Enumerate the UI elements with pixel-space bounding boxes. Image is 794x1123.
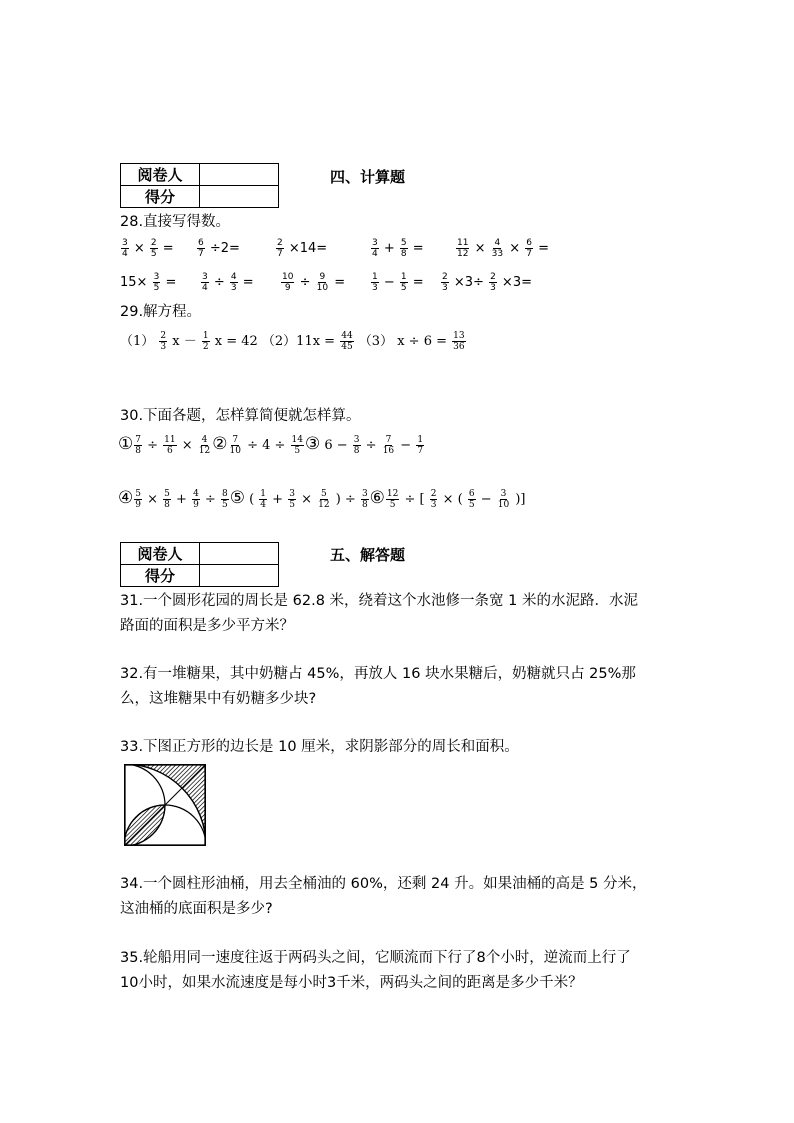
q28-title: 28.直接写得数。 (120, 214, 231, 230)
numerator: 3 (153, 272, 160, 282)
circled-number: ② (212, 434, 228, 454)
denominator: 7 (277, 249, 283, 259)
q34-line1: 34.一个圆柱形油桶，用去全桶油的 60%，还剩 24 升。如果油桶的高是 5 分米， (120, 876, 647, 892)
numerator: 5 (135, 489, 141, 499)
fraction (134, 489, 142, 510)
numerator: 5 (320, 489, 327, 499)
fraction (281, 272, 294, 293)
numerator: 1 (400, 272, 407, 282)
numerator: 14 (291, 435, 303, 445)
q28-item-4 (370, 238, 424, 259)
numerator: 4 (201, 435, 208, 445)
numerator: 3 (361, 489, 368, 499)
numerator: 1 (260, 489, 267, 499)
grader-cell (200, 543, 279, 565)
q28-item-5 (455, 238, 549, 259)
q29-line (120, 330, 467, 352)
math-text: − (379, 275, 399, 290)
math-text: × (470, 241, 490, 256)
fraction (230, 272, 238, 293)
math-text: ÷ 4 ÷ (242, 438, 290, 453)
math-text: ×3= (497, 275, 532, 290)
math-text: ( (244, 492, 259, 507)
denominator: 8 (164, 500, 170, 510)
denominator: 5 (389, 500, 396, 510)
fraction (163, 435, 176, 456)
math-text: x － (168, 334, 201, 349)
numerator: 2 (442, 272, 448, 282)
denominator: 3 (372, 283, 378, 293)
denominator: 5 (153, 283, 160, 293)
q28-item-8 (280, 272, 345, 293)
fraction (259, 489, 267, 510)
grading-table-section5 (120, 542, 279, 587)
denominator: 7 (526, 249, 532, 259)
q28-row1 (120, 238, 720, 264)
math-text: − (396, 438, 416, 453)
fraction (371, 238, 379, 259)
q34-text (120, 872, 647, 922)
grading-table-section4 (120, 163, 279, 208)
math-text: 15× (120, 275, 152, 290)
circled-number: ⑤ (229, 488, 245, 508)
grader-label: 阅卷人 (121, 543, 200, 565)
denominator: 2 (202, 342, 209, 352)
denominator: 5 (289, 500, 295, 510)
fraction (340, 331, 353, 352)
fraction (371, 272, 379, 293)
denominator: 5 (468, 500, 475, 510)
denominator: 12 (318, 500, 330, 510)
numerator: 4 (230, 272, 237, 282)
fraction (163, 489, 171, 510)
q33-text: 33.下图正方形的边长是 10 厘米，求阴影部分的周长和面积。 (120, 739, 519, 755)
q32-line1: 32.有一堆糖果，其中奶糖占 45%，再放人 16 块水果糖后，奶糖就只占 25%那 (120, 666, 636, 682)
math-text: （1） (120, 334, 159, 349)
fraction (276, 238, 284, 259)
q28-item-9 (370, 272, 424, 293)
fraction (198, 435, 211, 456)
denominator: 5 (294, 446, 301, 456)
section4-title: 四、计算题 (330, 168, 406, 186)
q32-line2: 么，这堆糖果中有奶糖多少块? (120, 691, 317, 707)
denominator: 16 (382, 446, 395, 456)
fraction (153, 272, 161, 293)
q30-line2 (118, 488, 526, 510)
score-cell (200, 186, 279, 208)
denominator: 3 (230, 283, 237, 293)
q28-item-10 (440, 272, 532, 293)
fraction (221, 489, 229, 510)
numerator: 4 (494, 238, 501, 248)
denominator: 4 (202, 283, 208, 293)
q30-row2 (118, 488, 738, 516)
math-text: 6 − (320, 438, 352, 453)
fraction (489, 272, 497, 293)
math-text: + (379, 241, 399, 256)
denominator: 8 (135, 446, 141, 456)
denominator: 10 (497, 500, 510, 510)
section5-title: 五、解答题 (330, 546, 406, 564)
denominator: 5 (400, 283, 407, 293)
numerator: 5 (400, 238, 407, 248)
denominator: 10 (229, 446, 241, 456)
numerator: 1 (372, 272, 378, 282)
denominator: 8 (353, 446, 360, 456)
math-text: = (161, 275, 177, 290)
denominator: 45 (341, 342, 353, 352)
numerator: 2 (490, 272, 496, 282)
denominator: 3 (442, 283, 448, 293)
numerator: 2 (430, 489, 437, 499)
fraction (291, 435, 304, 456)
denominator: 36 (453, 342, 465, 352)
fraction (456, 238, 469, 259)
expression (133, 489, 229, 510)
numerator: 1 (417, 435, 424, 445)
math-text: × (129, 241, 149, 256)
math-text: + (171, 492, 192, 507)
score-label: 得分 (121, 186, 200, 208)
math-text: ÷ (200, 492, 220, 507)
fraction (201, 272, 209, 293)
circled-number: ④ (118, 488, 134, 508)
numerator: 10 (282, 272, 294, 282)
math-text: × (296, 492, 317, 507)
denominator: 10 (316, 283, 329, 293)
fraction (386, 489, 399, 510)
numerator: 3 (372, 238, 378, 248)
fraction (497, 489, 510, 510)
math-text: = (238, 275, 254, 290)
numerator: 6 (526, 238, 532, 248)
numerator: 7 (135, 435, 141, 445)
math-text: = (330, 275, 346, 290)
fraction (288, 489, 296, 510)
q31-text (120, 589, 638, 639)
math-text: ) ÷ (331, 492, 360, 507)
grader-cell (200, 164, 279, 186)
numerator: 11 (164, 435, 176, 445)
q35-line1: 35.轮船用同一速度往返于两码头之间，它顺流而下行了8个小时，逆流而上行了 (120, 950, 631, 966)
math-text: × (142, 492, 163, 507)
numerator: 12 (386, 489, 399, 499)
numerator: 2 (277, 238, 283, 248)
math-text: ÷ [ (400, 492, 429, 507)
fraction (121, 238, 129, 259)
score-cell (200, 565, 279, 587)
denominator: 12 (457, 249, 469, 259)
denominator: 7 (198, 249, 204, 259)
fraction (416, 435, 424, 456)
fraction (452, 331, 465, 352)
q30-line1 (118, 434, 425, 456)
q31-line2: 路面的面积是多少平方米？ (120, 618, 294, 634)
fraction (491, 238, 504, 259)
q29-title: 29.解方程。 (120, 304, 202, 320)
numerator: 7 (385, 435, 392, 445)
math-text: （2）11x = (261, 334, 340, 349)
denominator: 12 (198, 446, 211, 456)
q35-text (120, 946, 631, 996)
numerator: 7 (232, 435, 239, 445)
denominator: 9 (284, 283, 291, 293)
fraction (441, 272, 449, 293)
denominator: 4 (372, 249, 378, 259)
q34-line2: 这油桶的底面积是多少? (120, 901, 273, 917)
math-text: ÷ (209, 275, 229, 290)
denominator: 5 (221, 500, 228, 510)
q30-title: 30.下面各题，怎样算简便就怎样算。 (120, 408, 361, 424)
q28-item-3 (275, 238, 327, 259)
numerator: 44 (341, 331, 353, 341)
numerator: 2 (150, 238, 157, 248)
fraction (382, 435, 395, 456)
numerator: 3 (122, 238, 128, 248)
denominator: 3 (430, 500, 437, 510)
numerator: 1 (202, 331, 209, 341)
q31-line1: 31.一个圆形花园的周长是 62.8 米，绕着这个水池修一条宽 1 米的水泥路．水泥 (120, 593, 639, 609)
math-text: x = 42 (210, 334, 262, 349)
math-text: )] (511, 492, 526, 507)
numerator: 4 (193, 489, 199, 499)
denominator: 7 (417, 446, 424, 456)
math-text: = (408, 241, 424, 256)
numerator: 11 (457, 238, 469, 248)
q32-text (120, 662, 636, 712)
math-text: ÷2= (205, 241, 240, 256)
denominator: 33 (491, 249, 504, 259)
numerator: 13 (453, 331, 465, 341)
circled-number: ⑥ (369, 488, 385, 508)
expression (227, 435, 305, 456)
numerator: 3 (202, 272, 208, 282)
q30-row1 (118, 434, 738, 462)
denominator: 8 (400, 249, 407, 259)
math-text: ÷ (295, 275, 315, 290)
numerator: 9 (319, 272, 326, 282)
fraction (202, 331, 210, 352)
denominator: 8 (361, 500, 368, 510)
q28-item-6 (120, 272, 176, 293)
numerator: 5 (164, 489, 170, 499)
fraction (468, 489, 476, 510)
math-text: ×3÷ (449, 275, 489, 290)
denominator: 6 (167, 446, 173, 456)
denominator: 3 (160, 342, 167, 352)
expression (133, 435, 212, 456)
fraction (228, 435, 241, 456)
circled-number: ① (118, 434, 134, 454)
expression (320, 435, 425, 456)
math-text: × (505, 241, 525, 256)
math-text: × ( (438, 492, 467, 507)
fraction (150, 238, 158, 259)
q29-equations (120, 330, 720, 356)
math-text: （3） x ÷ 6 = (354, 334, 452, 349)
denominator: 5 (150, 249, 157, 259)
math-text: ÷ (361, 438, 381, 453)
math-text: ×14= (284, 241, 328, 256)
numerator: 6 (468, 489, 475, 499)
denominator: 4 (260, 500, 267, 510)
numerator: 3 (500, 489, 507, 499)
numerator: 6 (198, 238, 204, 248)
fraction (400, 238, 408, 259)
fraction (316, 272, 329, 293)
numerator: 3 (289, 489, 295, 499)
denominator: 4 (122, 249, 128, 259)
math-text: − (476, 492, 496, 507)
denominator: 3 (490, 283, 496, 293)
fraction (159, 331, 167, 352)
fraction (197, 238, 205, 259)
numerator: 2 (160, 331, 167, 341)
square-shaded-figure (124, 764, 206, 846)
q28-row2 (120, 272, 720, 298)
fraction (525, 238, 533, 259)
q28-item-2 (196, 238, 240, 259)
fraction (317, 489, 330, 510)
q28-item-1 (120, 238, 174, 259)
score-label: 得分 (121, 565, 200, 587)
numerator: 8 (221, 489, 228, 499)
expression (244, 489, 370, 510)
circled-number: ③ (304, 434, 321, 454)
grader-label: 阅卷人 (121, 164, 200, 186)
fraction (400, 272, 408, 293)
fraction (353, 435, 361, 456)
math-text: = (408, 275, 424, 290)
q28-item-7 (200, 272, 254, 293)
math-text: ÷ (142, 438, 163, 453)
q35-line2: 10小时，如果水流速度是每小时3千米，两码头之间的距离是多少千米？ (120, 975, 583, 991)
math-text: + (268, 492, 288, 507)
fraction (134, 435, 142, 456)
fraction (430, 489, 438, 510)
denominator: 9 (193, 500, 199, 510)
denominator: 9 (135, 500, 141, 510)
math-text: = (158, 241, 174, 256)
expression (385, 489, 526, 510)
math-text: = (533, 241, 550, 256)
fraction (361, 489, 369, 510)
math-text: × (177, 438, 197, 453)
fraction (192, 489, 200, 510)
numerator: 3 (353, 435, 360, 445)
